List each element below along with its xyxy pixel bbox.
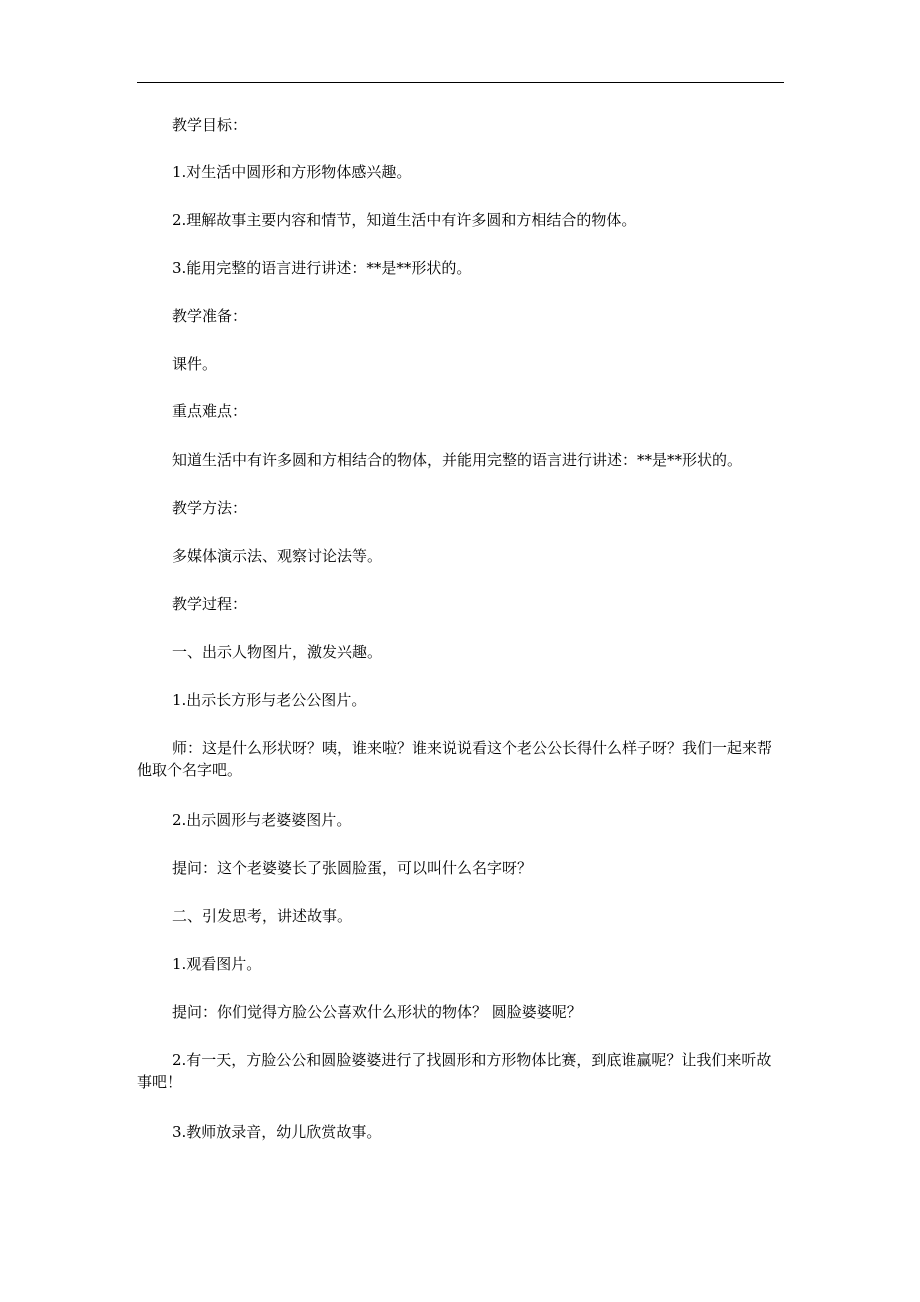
methods-text: 多媒体演示法、观察讨论法等。	[172, 547, 383, 565]
key-difficulties-text: 知道生活中有许多圆和方相结合的物体，并能用完整的语言进行讲述：**是**形状的。	[172, 451, 743, 469]
section-one-item-2: 2.出示圆形与老婆婆图片。	[172, 811, 352, 829]
heading-teaching-process: 教学过程：	[172, 595, 248, 613]
goal-item-3: 3.能用完整的语言进行讲述：**是**形状的。	[172, 259, 472, 277]
question-shapes: 提问：你们觉得方脸公公喜欢什么形状的物体？ 圆脸婆婆呢？	[172, 1003, 582, 1021]
section-two-heading: 二、引发思考，讲述故事。	[172, 907, 353, 925]
heading-key-difficulties: 重点难点：	[172, 402, 248, 420]
goal-item-2: 2.理解故事主要内容和情节，知道生活中有许多圆和方相结合的物体。	[172, 211, 637, 229]
teacher-dialogue: 师：这是什么形状呀？咦，谁来啦？谁来说说看这个老公公长得什么样子呀？我们一起来帮他取个名字吧。	[137, 739, 773, 779]
section-two-item-3: 3.教师放录音，幼儿欣赏故事。	[172, 1123, 382, 1141]
preparation-text: 课件。	[172, 355, 218, 373]
heading-teaching-preparation: 教学准备：	[172, 307, 248, 325]
question-grandma: 提问：这个老婆婆长了张圆脸蛋，可以叫什么名字呀？	[172, 859, 533, 877]
section-two-item-1: 1.观看图片。	[172, 955, 262, 973]
header-rule	[137, 82, 784, 83]
section-one-heading: 一、出示人物图片，激发兴趣。	[172, 643, 383, 661]
section-one-item-1: 1.出示长方形与老公公图片。	[172, 691, 367, 709]
goal-item-1: 1.对生活中圆形和方形物体感兴趣。	[172, 163, 412, 181]
heading-teaching-goals: 教学目标：	[172, 116, 248, 134]
section-two-item-2: 2.有一天，方脸公公和圆脸婆婆进行了找圆形和方形物体比赛，到底谁赢呢？让我们来听故事吧！	[137, 1051, 772, 1091]
heading-teaching-methods: 教学方法：	[172, 499, 248, 517]
